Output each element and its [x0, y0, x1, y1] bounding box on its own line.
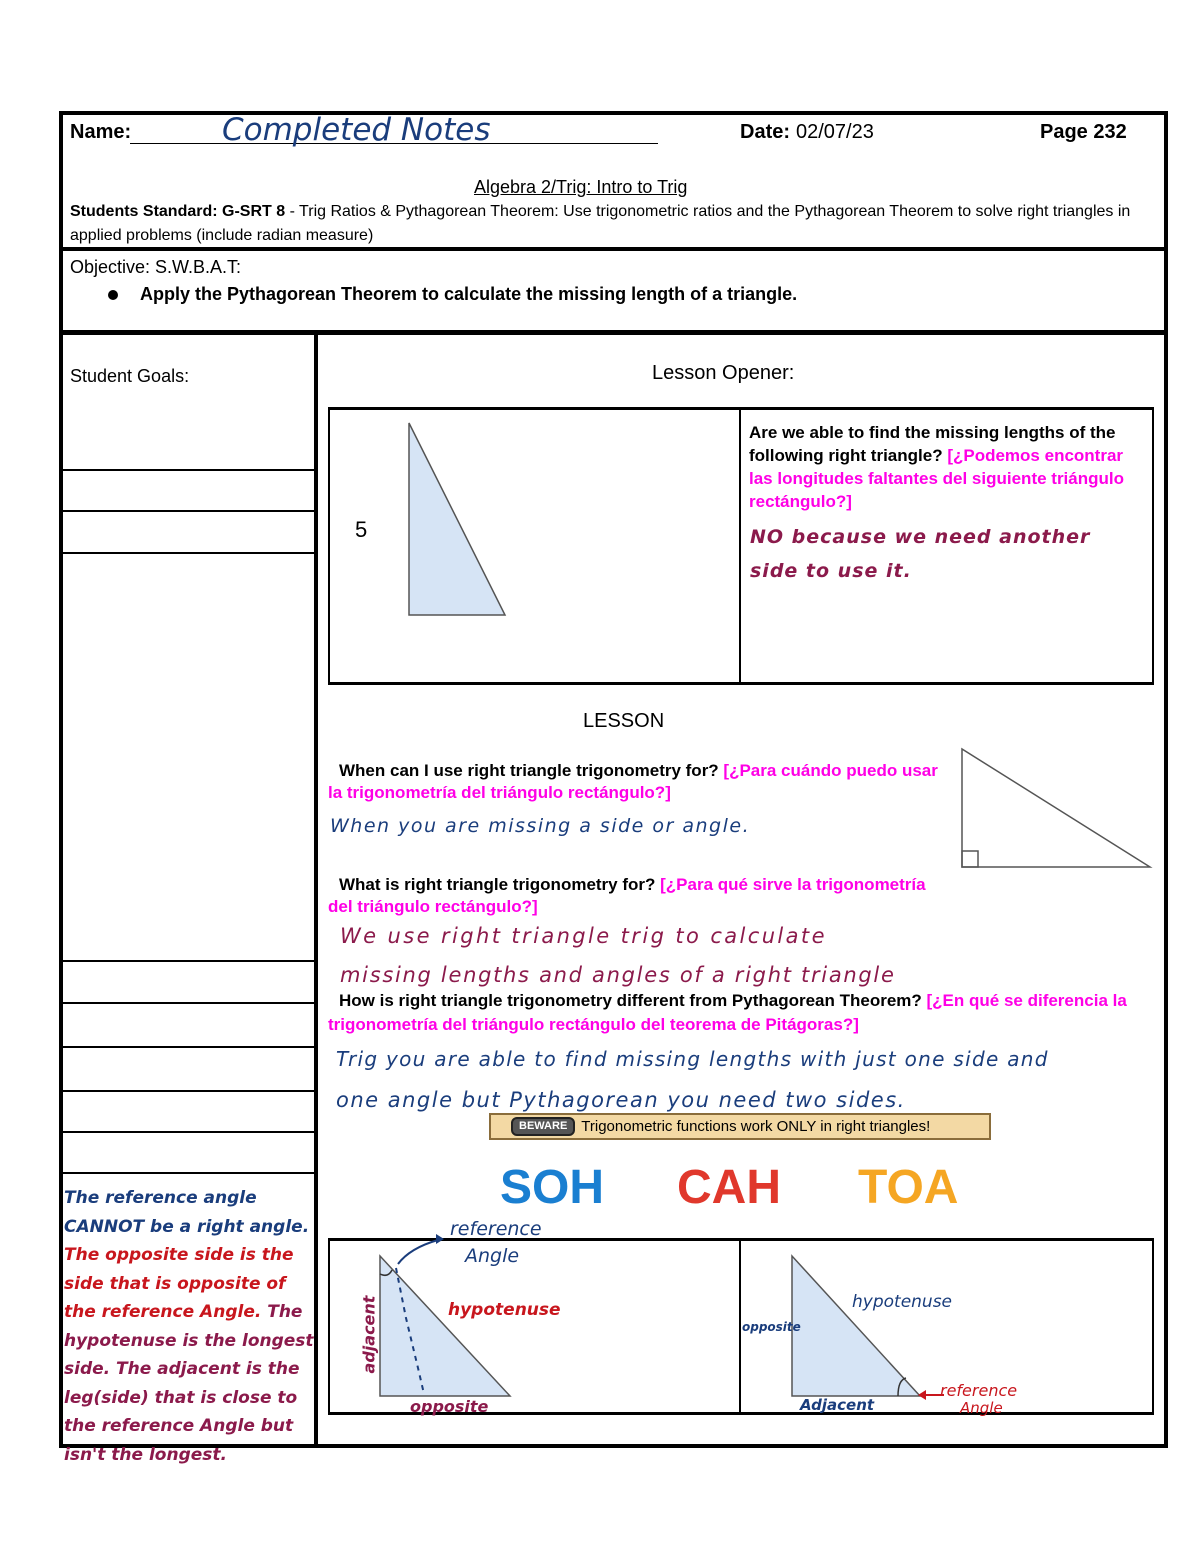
- right-reference-label: reference: [940, 1381, 1018, 1400]
- beware-text: Trigonometric functions work ONLY in right triangles!: [581, 1118, 931, 1135]
- objective-label: Objective: S.W.B.A.T:: [70, 257, 242, 277]
- left-reference-label: reference: [450, 1218, 542, 1240]
- opener-answer-line2: side to use it.: [750, 560, 912, 582]
- standard-description: - Trig Ratios & Pythagorean Theorem: Use trigonometric ratios and the Pythagorean Theorem to solve right triangles in applied problems (include radian measure): [70, 203, 1131, 244]
- question-1-en: When can I use right triangle trigonometry for?: [339, 761, 724, 780]
- diagram-table-divider: [739, 1238, 741, 1415]
- goal-line-7: [62, 1090, 315, 1092]
- opener-table-divider: [739, 407, 741, 685]
- soh-label: SOH: [500, 1161, 605, 1214]
- toa-label: TOA: [858, 1161, 959, 1214]
- goal-line-3: [62, 552, 315, 554]
- opener-question-es: [¿Podemos encontrar las longitudes faltantes del siguiente triángulo rectángulo?]: [749, 446, 1124, 511]
- goal-line-8: [62, 1131, 315, 1133]
- opener-side-label: 5: [355, 517, 368, 542]
- lesson-triangle: [955, 745, 1155, 875]
- left-angle-label: Angle: [465, 1245, 520, 1267]
- lesson-triangle-shape: [962, 749, 1150, 867]
- left-adjacent-label: adjacent: [359, 1295, 379, 1374]
- note-part-3: The opposite side is the side that is opposite of the reference Angle.: [64, 1245, 294, 1322]
- objective-bullet: Apply the Pythagorean Theorem to calculate the missing length of a triangle.: [140, 284, 798, 304]
- right-arrowhead: [918, 1390, 926, 1400]
- answer-2-line2: missing lengths and angles of a right triangle: [340, 963, 896, 987]
- opener-triangle: [400, 420, 510, 620]
- reference-arrow: [398, 1240, 438, 1264]
- question-3: [328, 989, 1148, 1037]
- opener-triangle-shape: [409, 423, 505, 615]
- right-diagram-triangle: [780, 1250, 930, 1400]
- answer-3-line2: one angle but Pythagorean you need two sides.: [336, 1088, 906, 1112]
- opener-question: [749, 421, 1147, 513]
- goal-line-9: [62, 1172, 315, 1174]
- objective-bullet-dot: [108, 290, 118, 300]
- question-2-en: What is right triangle trigonometry for?: [339, 875, 661, 894]
- note-part-1: The reference angle: [64, 1188, 257, 1208]
- question-2-es: [¿Para qué sirve la trigonometría del triángulo rectángulo?]: [328, 875, 926, 916]
- lesson-opener-title: Lesson Opener:: [652, 362, 795, 384]
- question-1-es: [¿Para cuándo puedo usar la trigonometría del triángulo rectángulo?]: [328, 761, 938, 802]
- goal-line-6: [62, 1046, 315, 1048]
- note-part-4: The hypotenuse is the longest side. The adjacent is the leg(side) that is close to the reference Angle but isn't the longest.: [64, 1302, 314, 1465]
- answer-3-line1: Trig you are able to find missing lengths with just one side and: [336, 1047, 1049, 1071]
- goal-line-5: [62, 1002, 315, 1004]
- standard-text: [70, 200, 1160, 248]
- lesson-title: LESSON: [583, 710, 665, 732]
- question-1: [328, 760, 938, 804]
- opener-question-en: Are we able to find the missing lengths of the following right triangle?: [749, 423, 1116, 465]
- question-3-es: [¿En qué se diferencia la trigonometría del triángulo rectángulo del teorema de Pitágoras?]: [328, 991, 1127, 1034]
- name-label: Name:: [70, 121, 132, 143]
- page-number: Page 232: [1040, 121, 1127, 143]
- course-title: Algebra 2/Trig: Intro to Trig: [474, 177, 688, 197]
- left-triangle-shape: [380, 1256, 510, 1396]
- reference-arrowhead: [436, 1234, 444, 1244]
- date-value: 02/07/23: [796, 121, 874, 143]
- right-opposite-label: opposite: [742, 1320, 801, 1334]
- right-angle-label: Angle: [960, 1399, 1003, 1417]
- standard-label: Students Standard: G-SRT 8: [70, 203, 286, 220]
- answer-1: When you are missing a side or angle.: [330, 815, 751, 837]
- reference-angle-note: [64, 1184, 316, 1469]
- goal-line-4: [62, 960, 315, 962]
- goal-line-1: [62, 469, 315, 471]
- answer-2-line1: We use right triangle trig to calculate: [340, 924, 827, 948]
- left-opposite-label: opposite: [410, 1397, 489, 1416]
- goal-line-2: [62, 510, 315, 512]
- right-triangle-shape: [792, 1256, 920, 1396]
- student-goals-label: Student Goals:: [70, 366, 190, 386]
- right-hypotenuse-label: hypotenuse: [852, 1292, 953, 1312]
- cah-label: CAH: [677, 1161, 781, 1214]
- opener-answer-line1: NO because we need another: [750, 526, 1091, 548]
- beware-banner: [489, 1113, 991, 1140]
- date-label: Date:: [740, 121, 791, 143]
- note-part-2: CANNOT be a right angle.: [64, 1216, 310, 1237]
- left-hypotenuse-label: hypotenuse: [448, 1300, 561, 1320]
- beware-tag: BEWARE: [511, 1117, 575, 1136]
- name-value: Completed Notes: [222, 112, 491, 148]
- right-adjacent-label: Adjacent: [800, 1396, 875, 1414]
- question-3-en: How is right triangle trigonometry different from Pythagorean Theorem?: [339, 991, 927, 1010]
- question-2: [328, 874, 928, 918]
